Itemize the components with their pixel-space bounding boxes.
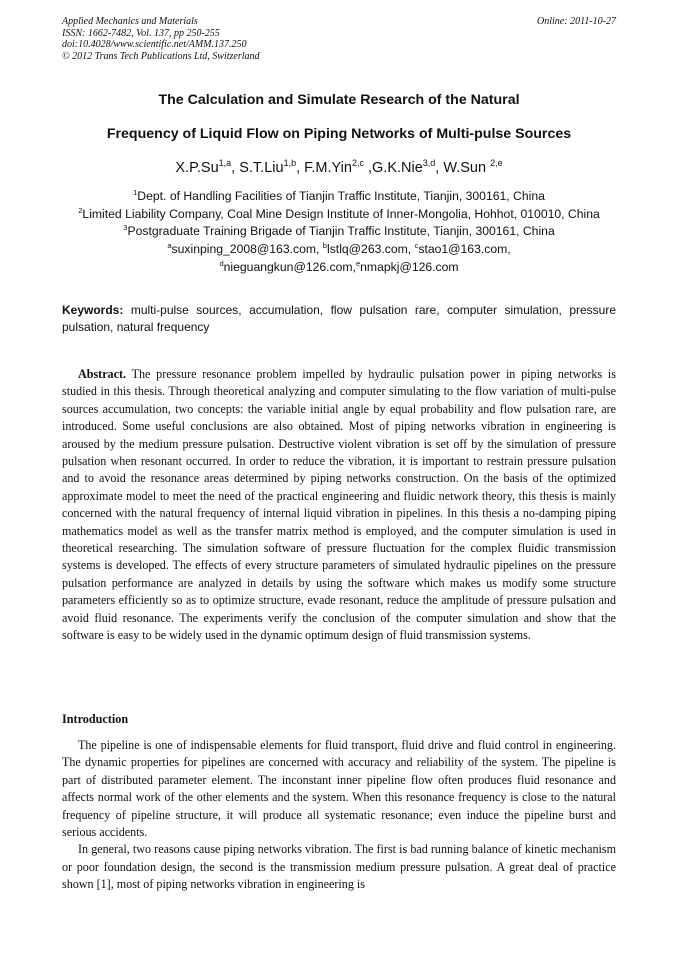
author: F.M.Yin$^{2,c}$ , — [304, 158, 373, 176]
paragraph: In general, two reasons cause piping networks vibration. The first is bad running balance of kinetic mechanism or poor foundation design, the second is the transmission medium pressure pulsation. A great deal of practice shown [1], most of piping networks vibration in engineering is — [62, 842, 616, 892]
author: S.T.Liu$^{1,b}$, — [239, 158, 305, 176]
introduction-body — [62, 737, 616, 894]
copyright-line: © 2012 Trans Tech Publications Ltd, Switzerland — [62, 50, 260, 62]
paper-title-line-2: Frequency of Liquid Flow on Piping Networks of Multi-pulse Sources — [106, 126, 572, 142]
doi-line: doi:10.4028/www.scientific.net/AMM.137.250 — [62, 39, 247, 50]
issn-line: ISSN: 1662-7482, Vol. 137, pp 250-255 — [62, 27, 220, 39]
paragraph: The pipeline is one of indispensable elements for fluid transport, fluid drive and fluid control in engineering. The dynamic properties for pipelines are concerned with accuracy and reliability of the system. The pipeline is part of distributed parameter element. The inconstant inner pipeline flow often produces fluid resonance and affects normal work of the other elements and the system. When this resonance frequency is close to the natural frequency of pipeline structure, it will produce all systematic resonance; even induce the pipeline burst and serious accidents. — [62, 738, 616, 840]
affiliation: $^3$Postgraduate Training Brigade of Tianjin Traffic Institute, Tianjin, 300161, China — [123, 222, 555, 238]
author-list — [40, 160, 638, 176]
abstract — [62, 366, 616, 645]
email[interactable]: $^a$suxinping_2008@163.com, — [167, 240, 323, 256]
email[interactable]: $^d$nieguangkun@126.com, — [219, 258, 356, 274]
keywords-label: Keywords: — [62, 303, 124, 317]
email[interactable]: $^e$nmapkj@126.com — [355, 258, 459, 274]
email[interactable]: $^c$stao1@163.com, — [414, 240, 511, 256]
journal-header — [62, 16, 616, 62]
author: W.Sun $^{2,e}$ — [443, 158, 503, 176]
author: X.P.Su$^{1,a}$, — [175, 158, 240, 176]
keywords — [62, 302, 616, 336]
email[interactable]: $^b$lstlq@263.com, — [322, 240, 415, 256]
email-line — [40, 242, 638, 256]
email-line — [40, 260, 638, 274]
keywords-text: multi-pulse sources, accumulation, flow pulsation rare, computer simulation, pressure pulsation, natural frequency — [62, 303, 616, 334]
paper-title-line-1: The Calculation and Simulate Research of the Natural — [158, 92, 520, 108]
abstract-label: Abstract. — [78, 367, 127, 381]
section-heading-introduction: Introduction — [62, 712, 129, 726]
author: G.K.Nie$^{3,d}$, — [372, 158, 444, 176]
affiliation: $^1$Dept. of Handling Facilities of Tianjin Traffic Institute, Tianjin, 300161, China — [133, 187, 545, 203]
journal-name: Applied Mechanics and Materials — [62, 16, 198, 27]
abstract-text: The pressure resonance problem impelled by hydraulic pulsation power in piping networks is studied in this thesis. Through theoretical analyzing and computer simulating to the flow variation of multi-pulse sources accumulation, two concepts: the variable initial angle by equal probability and flow pulsation rare, are introduced. Some useful conclusions are also obtained. Most of piping networks vibration in engineering is aroused by the medium pressure pulsation. Destructive violent vibration is set off by the simulation of pressure pulsation when resonant occurred. In order to reduce the vibration, it is important to restrain pressure pulsation and to avoid the resonance areas determined by piping networks construction. On the basis of the optimized approximate model to meet the need of the practical engineering and fluidic network theory, this thesis is mainly concerned with the natural frequency of internal liquid vibration in pipelines. In this thesis a no-damping piping mathematics model as well as the transfer matrix method is employed, and the computer simulation is used in theoretical researching. The simulation software of pressure fluctuation for the complex fluidic transmission systems is developed. The effects of every structure parameters of simulated hydraulic pipelines on the pressure pulsation performance are analyzed in details by using the software which makes us modify some structure parameters efficiently so as to optimize structure, evade resonant, reduce the amplitude of pressure pulsation and avoid fluid resonance. The experiments verify the conclusion of the computer simulation and show that the software is easy to be widely used in the dynamic optimum design of fluid transmission systems. — [62, 367, 616, 643]
affiliation: $^2$Limited Liability Company, Coal Mine Design Institute of Inner-Mongolia, Hohhot, 010010, China — [78, 205, 600, 221]
online-date: Online: 2011-10-27 — [537, 16, 616, 27]
